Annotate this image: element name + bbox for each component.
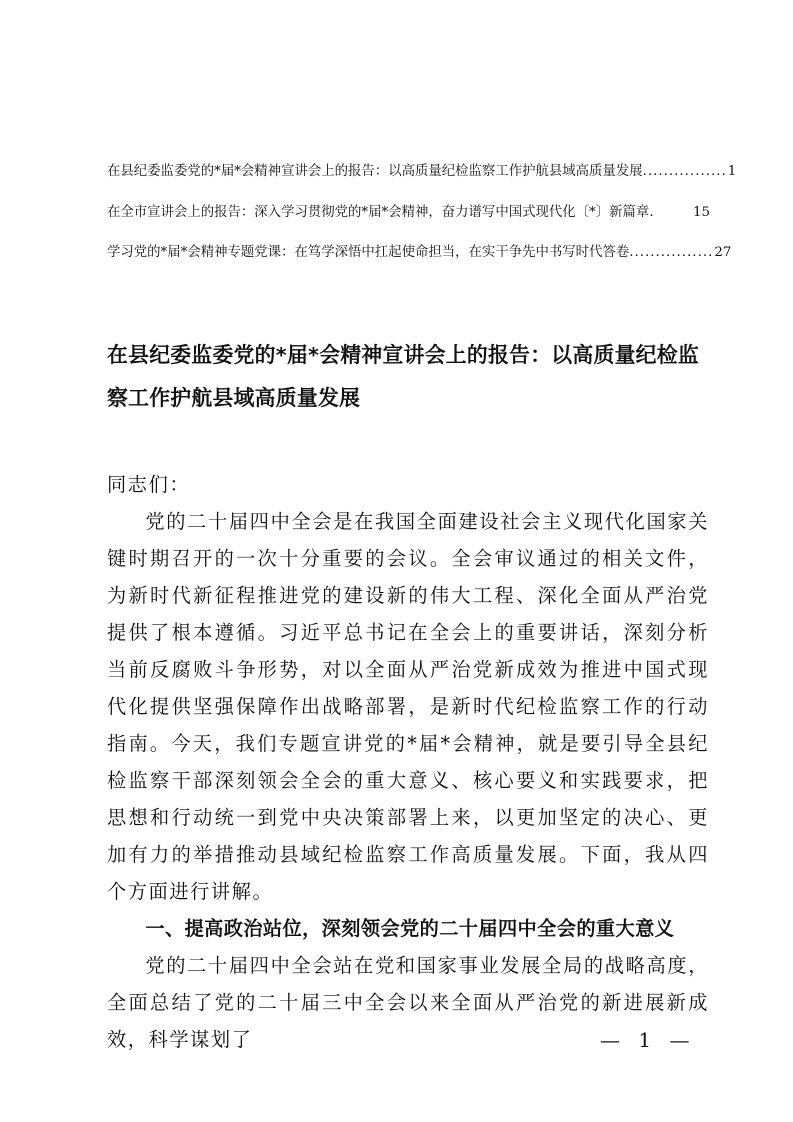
- toc-entry-title: 在县纪委监委党的*届*会精神宣讲会上的报告：以高质量纪检监察工作护航县域高质量发展: [107, 164, 643, 179]
- toc-entry-page: 1: [727, 164, 737, 179]
- table-of-contents: [107, 162, 737, 284]
- toc-entry-page: 27: [714, 245, 732, 260]
- salutation: 同志们：: [107, 473, 191, 496]
- document-title: 在县纪委监委党的*届*会精神宣讲会上的报告：以高质量纪检监察工作护航县域高质量发展: [107, 343, 699, 410]
- toc-entry[interactable]: [107, 203, 710, 244]
- section-heading: 一、提高政治站位，深刻领会党的二十届四中全会的重大意义: [145, 917, 675, 940]
- toc-entry[interactable]: [107, 243, 732, 284]
- toc-entry-page: 15: [692, 204, 710, 220]
- toc-entry-title: 在全市宣讲会上的报告：深入学习贯彻党的*届*会精神，奋力谱写中国式现代化〔*〕新篇章: [107, 204, 650, 220]
- toc-leader-dots: ................: [642, 164, 727, 179]
- toc-leader-dots: ................: [629, 245, 714, 260]
- body-paragraph: 党的二十届四中全会站在党和国家事业发展全局的战略高度，全面总结了党的二十届三中全会以来全面从严治党的新进展新成效，科学谋划了: [107, 954, 709, 1051]
- toc-leader-dots: .: [649, 204, 655, 220]
- page-number: — 1 —: [600, 1028, 696, 1052]
- toc-entry-title: 学习党的*届*会精神专题党课：在笃学深悟中扛起使命担当，在实干争先中书写时代答卷: [107, 245, 630, 260]
- document-body: [107, 466, 709, 1058]
- toc-entry[interactable]: [107, 162, 737, 203]
- body-paragraph: 党的二十届四中全会是在我国全面建设社会主义现代化国家关键时期召开的一次十分重要的会议。全会审议通过的相关文件，为新时代新征程推进党的建设新的伟大工程、深化全面从严治党提供了根本遵循。习近平总书记在全会上的重要讲话，深刻分析当前反腐败斗争形势，对以全面从严治党新成效为推进中国式现代化提供坚强保障作出战略部署，是新时代纪检监察工作的行动指南。今天，我们专题宣讲党的*届*会精神，就是要引导全县纪检监察干部深刻领会全会的重大意义、核心要义和实践要求，把思想和行动统一到党中央决策部署上来，以更加坚定的决心、更加有力的举措推动县域纪检监察工作高质量发展。下面，我从四个方面进行讲解。: [107, 510, 709, 903]
